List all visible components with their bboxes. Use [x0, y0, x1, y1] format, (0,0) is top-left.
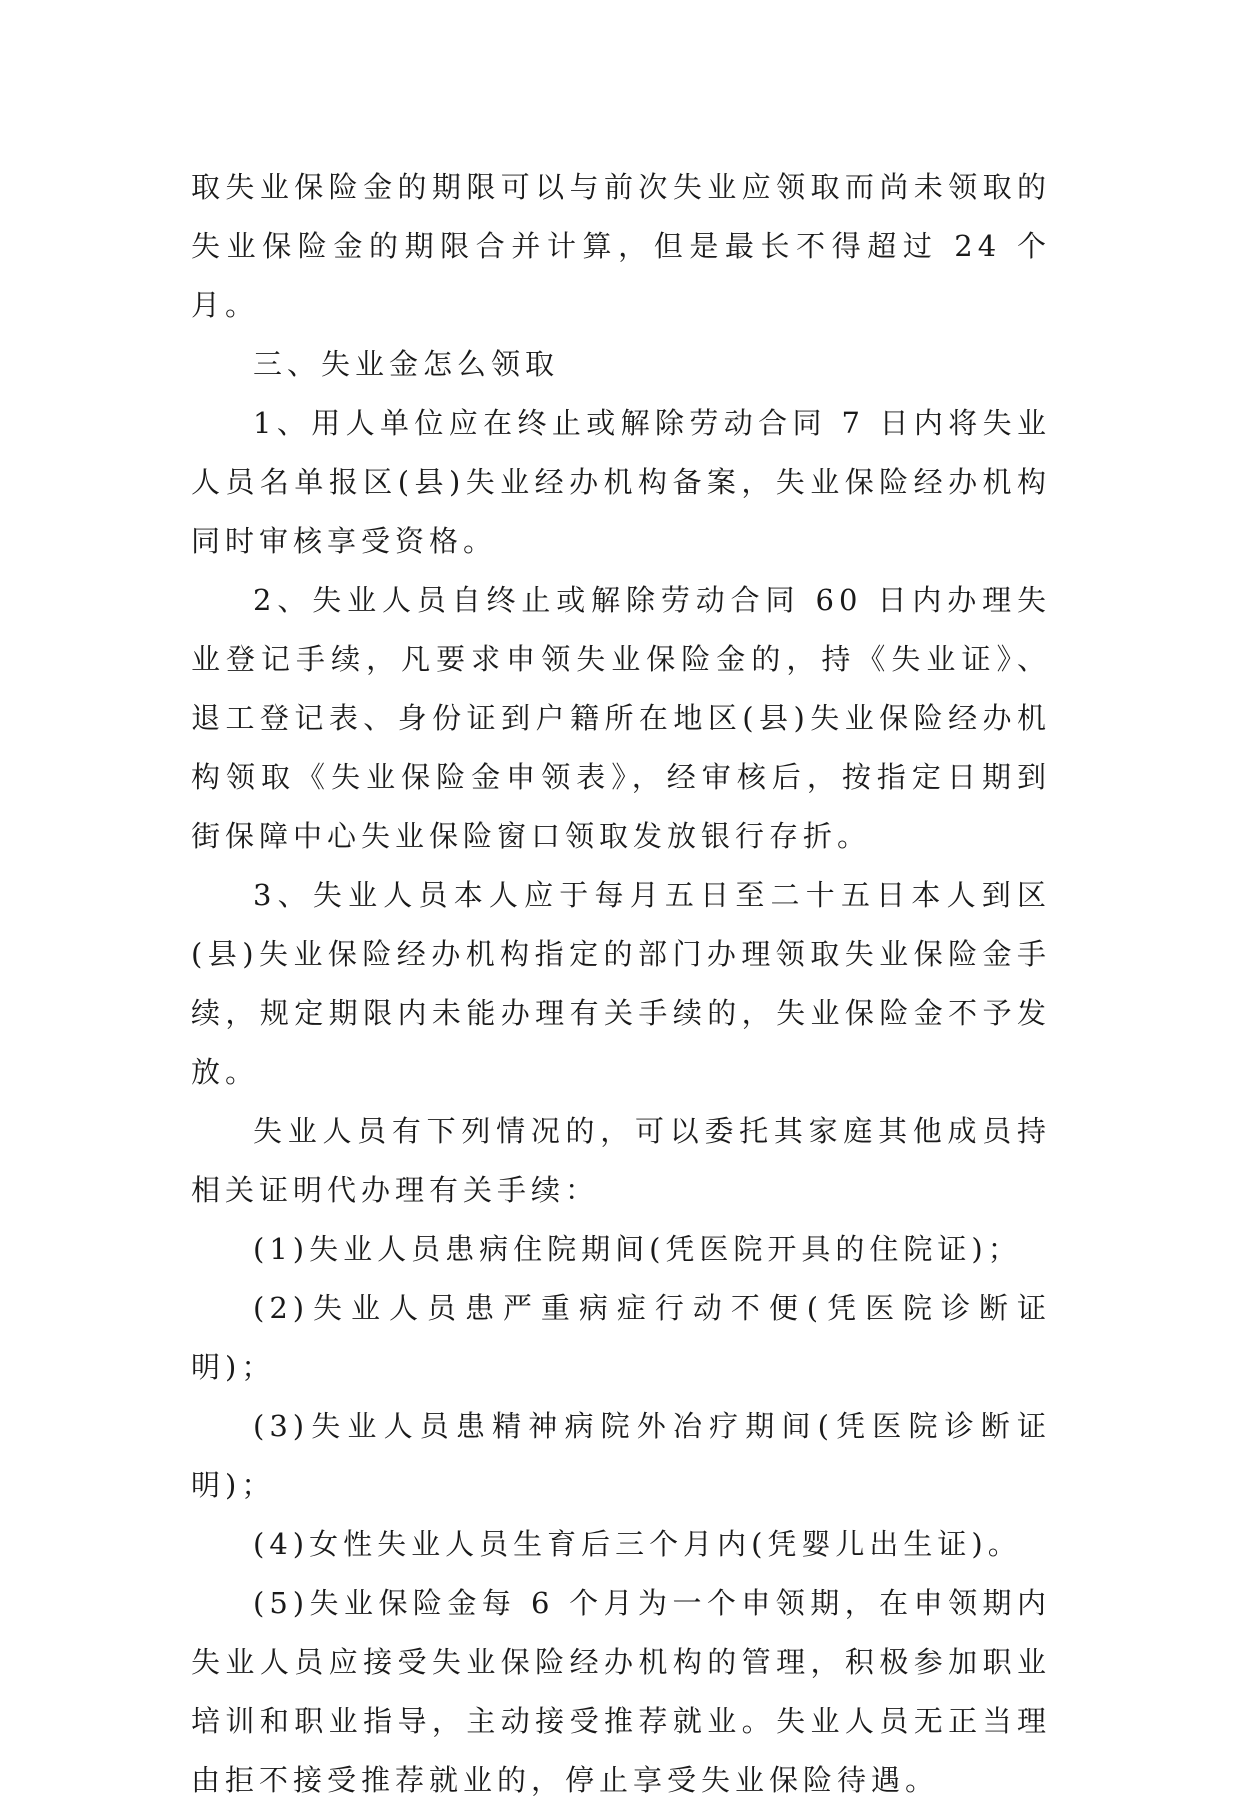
- list-item-2: (2)失业人员患严重病症行动不便(凭医院诊断证明)；: [191, 1291, 1051, 1384]
- document-body: [191, 158, 1051, 1810]
- paragraph-step-3: 3、失业人员本人应于每月五日至二十五日本人到区(县)失业保险经办机构指定的部门办理领取失业保险金手续，规定期限内未能办理有关手续的，失业保险金不予发放。: [191, 878, 1051, 1089]
- list-item-3: (3)失业人员患精神病院外冶疗期间(凭医院诊断证明)；: [191, 1409, 1051, 1502]
- list-item-1: (1)失业人员患病住院期间(凭医院开具的住院证)；: [253, 1232, 1022, 1266]
- section-heading: 三、失业金怎么领取: [253, 347, 560, 381]
- list-item-4: (4)女性失业人员生育后三个月内(凭婴儿出生证)。: [253, 1527, 1022, 1561]
- paragraph-step-1: 1、用人单位应在终止或解除劳动合同 7 日内将失业人员名单报区(县)失业经办机构备案，失业保险经办机构同时审核享受资格。: [191, 406, 1051, 558]
- paragraph-proxy-intro: 失业人员有下列情况的，可以委托其家庭其他成员持相关证明代办理有关手续：: [191, 1114, 1051, 1207]
- list-item-5: (5)失业保险金每 6 个月为一个申领期，在申领期内失业人员应接受失业保险经办机构的管理，积极参加职业培训和职业指导，主动接受推荐就业。失业人员无正当理由拒不接受推荐就业的，停止享受失业保险待遇。: [191, 1586, 1051, 1797]
- paragraph-continuation: 取失业保险金的期限可以与前次失业应领取而尚未领取的失业保险金的期限合并计算，但是最长不得超过 24 个月。: [191, 170, 1051, 322]
- paragraph-step-2: 2、失业人员自终止或解除劳动合同 60 日内办理失业登记手续，凡要求申领失业保险金的，持《失业证》、退工登记表、身份证到户籍所在地区(县)失业保险经办机构领取《失业保险金申领表》，经审核后，按指定日期到街保障中心失业保险窗口领取发放银行存折。: [191, 583, 1051, 853]
